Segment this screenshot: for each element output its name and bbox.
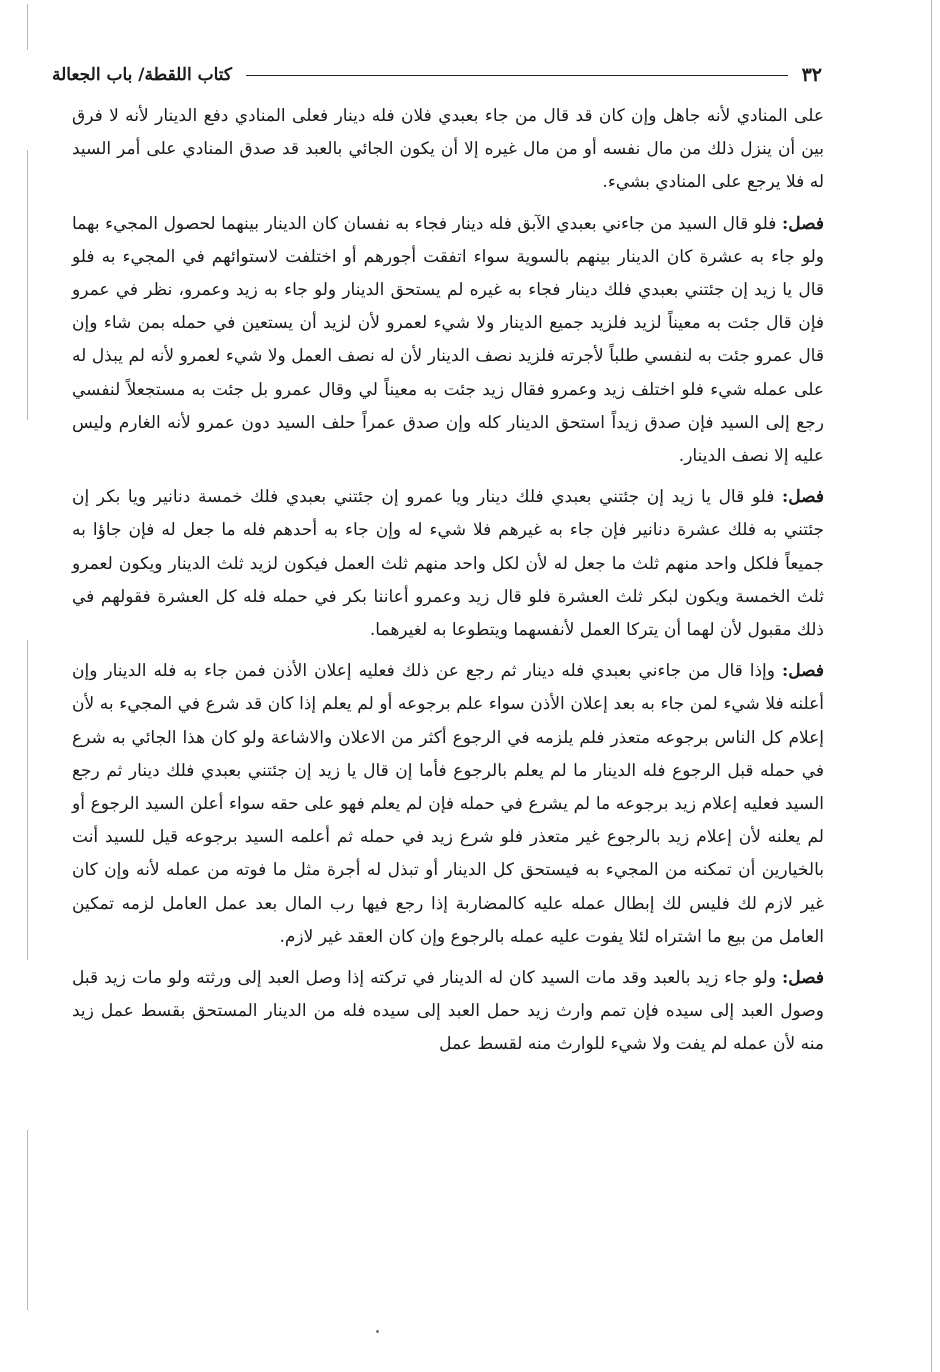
scan-edge-line-left-upper (27, 150, 28, 420)
paragraph-1 (72, 100, 824, 200)
scan-edge-line-right (931, 0, 932, 1372)
paragraph-text: وإذا قال من جاءني بعبدي فله دينار ثم رجع عن ذلك فعليه إعلان الأذن فمن جاء به فله الدينار وإن أعلنه فلا شيء لمن جاء به بعد إعلان الأذن سواء علم برجوعه أو لم يعلم إذا كان قد شرع في المجيء به لأن إعلام كل الناس برجوعه متعذر فلم يلزمه في الرجوع أكثر من الاعلان والاشاعة ولو كان هذا الجائي به شرع في حمله قبل الرجوع فله الدينار ما لم يعلم بالرجوع فأما إن قال يا زيد إن جئتني بعبدي فلك دينار ثم رجع السيد فعليه إعلام زيد برجوعه ما لم يشرع في حمله فإن لم يعلم فهو على حقه سواء أعلن السيد الرجوع أو لم يعلنه لأن إعلام زيد بالرجوع غير متعذر فلو شرع زيد في حمله ثم أعلمه السيد برجوعه قيل للسيد أنت بالخيارين أن تمكنه من المجيء به فيستحق كل الدينار أو تبذل له أجرة مثل ما فوته من عمله لأنه وإن كان غير لازم لك فليس لك إبطال عمله عليه كالمضاربة إذا رجع فيها رب المال بعد عمل العامل لزمه تمكين العامل من بيع ما اشتراه لئلا يفوت عليه عمله بالرجوع وإن كان العقد غير لازم. (72, 661, 824, 947)
paragraph-text: فلو قال يا زيد إن جئتني بعبدي فلك دينار ويا عمرو إن جئتني بعبدي فلك خمسة دنانير ويا بكر إن جئتني به فلك عشرة دنانير فإن جاء به غيرهم فلا شيء له وإن جاء به أحدهم فله ما جعل له فإن جاؤا به جميعاً فلكل واحد منهم ثلث ما جعل له لأن لكل واحد منهم ثلث العمل فيكون لزيد ثلث الدينار ويكون لعمرو ثلث الخمسة ويكون لبكر ثلث العشرة فلو قال زيد وعمرو أعاننا بكر في حمله فله كل العشرة فقولهم في ذلك مقبول لأن لهما أن يتركا العمل لأنفسهما ويتطوعا به لغيرهما. (72, 487, 824, 641)
paragraph-4 (72, 655, 824, 954)
section-keyword: فصل: (781, 213, 824, 234)
running-title: كتاب اللقطة/ باب الجعالة (52, 65, 233, 85)
paragraph-text: ولو جاء زيد بالعبد وقد مات السيد كان له الدينار في تركته إذا وصل العبد إلى ورثته ولو مات زيد قبل وصول العبد إلى سيده فإن تمم وارث زيد حمل العبد إلى سيده فله من الدينار المستحق بقسط عمل زيد منه لأن عمله لم يفت ولا شيء للوارث منه لقسط عمل (72, 968, 824, 1055)
section-keyword: فصل: (781, 968, 824, 989)
paragraph-3 (72, 481, 824, 647)
page-header (52, 60, 822, 90)
page-number: ٣٢ (801, 64, 822, 86)
paragraph-5 (72, 962, 824, 1062)
paragraph-text: على المنادي لأنه جاهل وإن كان قد قال من جاء بعبدي فلان فله دينار فعلى المنادي دفع الدينار لأنه لا فرق بين أن ينزل ذلك من مال نفسه أو من مال غيره إلا أن يكون الجائي بالعبد قد صدق المنادي على أمر السيد له فلا يرجع على المنادي بشيء. (72, 106, 824, 193)
scan-speck (376, 1330, 379, 1333)
scan-edge-line-left-lower (27, 1130, 28, 1310)
header-rule (246, 75, 788, 76)
section-keyword: فصل: (781, 661, 824, 682)
scan-edge-line-left-middle (27, 640, 28, 960)
paragraph-2 (72, 208, 824, 474)
page-body (72, 100, 824, 1070)
paragraph-text: فلو قال السيد من جاءني بعبدي الآبق فله دينار فجاء به نفسان كان الدينار بينهما لحصول المجيء بهما ولو جاء به عشرة كان الدينار بينهم بالسوية سواء اتفقت أجورهم أو اختلفت لاستوائهم في المجيء به فلو قال يا زيد إن جئتني بعبدي فلك دينار فجاء به غيره لم يستحق الدينار ولو جاء به زيد وعمرو، نظر في عمرو فإن قال جئت به معيناً لزيد فلزيد جميع الدينار ولا شيء لعمرو لأن لزيد أن يستعين في حمله بمن شاء وإن قال عمرو جئت به لنفسي طلباً لأجرته فلزيد نصف الدينار لأن له نصف العمل ولا شيء لعمرو لأنه لم يبذل له على عمله شيء فلو اختلف زيد وعمرو فقال زيد جئت به معيناً لي وقال عمرو بل جئت به مستجعلاً لنفسي رجع إلى السيد فإن صدق زيداً استحق الدينار كله وإن صدق عمراً حلف السيد دون عمرو لأنه الغارم وليس عليه إلا نصف الدينار. (72, 213, 824, 467)
scan-edge-line-left-top (27, 4, 28, 50)
section-keyword: فصل: (781, 487, 824, 508)
